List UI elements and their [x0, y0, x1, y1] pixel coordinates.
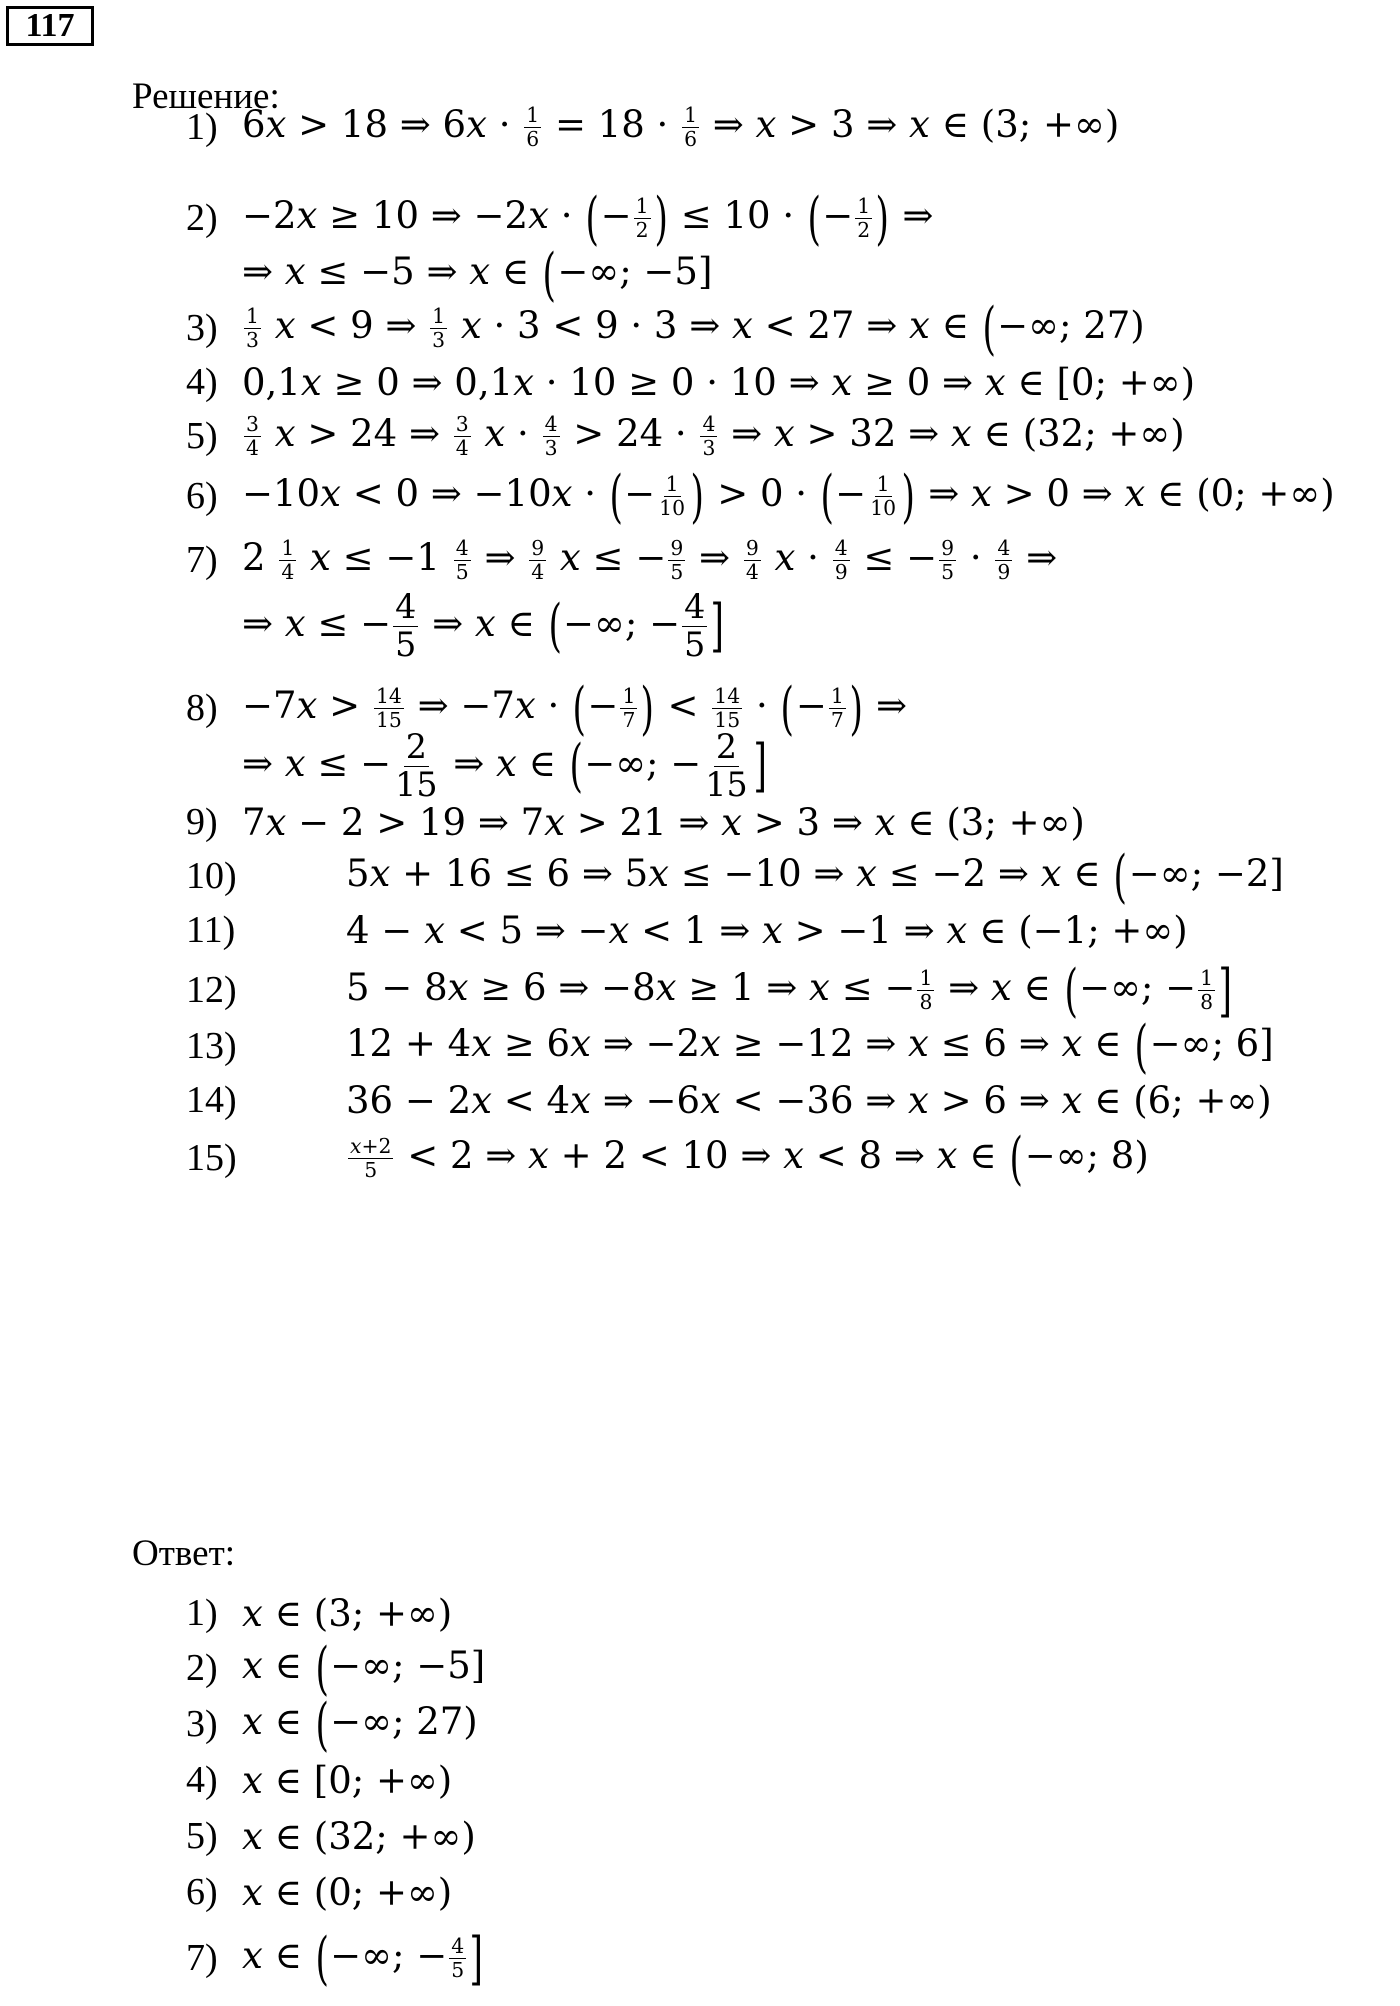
answer-number: 6): [186, 1871, 218, 1913]
solution-step: [186, 462, 1335, 530]
answer-expression: 𝑥 ∈ (32; +∞): [242, 1814, 476, 1858]
step-number: 15): [186, 1137, 237, 1179]
solution-step: [186, 99, 1119, 155]
step-number: 6): [186, 475, 218, 517]
answer-number: 5): [186, 1815, 218, 1857]
solution-step: [186, 532, 1057, 588]
answer-expression: 𝑥 ∈ (3; +∞): [242, 1591, 453, 1635]
step-expression: $\frac{3}{4}$ 𝑥 > 24 ⇒ $\frac{3}{4}$ 𝑥 · $\frac{4}{3}$ > 24 · $\frac{4}{3}$ ⇒ 𝑥 > 32 ⇒ 𝑥 ∈ (32; +∞): [246, 411, 1185, 461]
answer-item: [186, 1634, 486, 1702]
answer-number: 3): [186, 1703, 218, 1745]
answer-heading: Ответ:: [132, 1533, 236, 1574]
step-number: 10): [186, 855, 237, 897]
step-expression: 6𝑥 > 18 ⇒ 6𝑥 · $\frac{1}{6}$ = 18 · $\frac{1}{6}$ ⇒ 𝑥 > 3 ⇒ 𝑥 ∈ (3; +∞): [242, 102, 1120, 152]
step-number: 7): [186, 539, 218, 581]
answer-number: 2): [186, 1647, 218, 1689]
answer-number: 1): [186, 1592, 218, 1634]
solution-step: [186, 294, 1145, 362]
step-expression: $\frac{1}{3}$ 𝑥 < 9 ⇒ $\frac{1}{3}$ 𝑥 · 3 < 9 · 3 ⇒ 𝑥 < 27 ⇒ 𝑥 ∈ (−∞; 27): [246, 294, 1145, 362]
answer-item: [186, 1808, 476, 1864]
answer-number: 4): [186, 1759, 218, 1801]
answer-item: [186, 1864, 452, 1920]
solution-heading: Решение:: [132, 76, 280, 117]
step-number: 12): [186, 969, 237, 1011]
solution-step: [186, 1124, 1149, 1192]
step-number: 5): [186, 415, 218, 457]
answer-expression: 𝑥 ∈ (−∞; 27): [242, 1690, 478, 1758]
step-expression: 2 $\frac{1}{4}$ 𝑥 ≤ −1 $\frac{4}{5}$ ⇒ $\frac{9}{4}$ 𝑥 ≤ − $\frac{9}{5}$ ⇒ $\frac{9}{4}$ 𝑥 · $\frac{4}{9}$ ≤ − $\frac{9}{5}$ · $\frac{4}{9}$ ⇒: [242, 535, 1058, 585]
solution-step-continuation: ⇒ 𝑥 ≤ − $\frac{4}{5}$ ⇒ 𝑥 ∈ (−∞; − $\frac{4}{5}$ ]: [242, 586, 725, 664]
step-number: 1): [186, 106, 218, 148]
step-number: 2): [186, 197, 218, 239]
answer-item: [186, 1690, 478, 1758]
solution-step: [186, 354, 1195, 410]
problem-number: 117: [6, 6, 94, 46]
answer-expression: 𝑥 ∈ (−∞; −5]: [242, 1634, 486, 1702]
step-number: 14): [186, 1079, 237, 1121]
solution-step: [186, 674, 907, 742]
step-number: 9): [186, 801, 218, 843]
step-expression: 5𝑥 + 16 ≤ 6 ⇒ 5𝑥 ≤ −10 ⇒ 𝑥 ≤ −2 ⇒ 𝑥 ∈ (−∞; −2]: [346, 842, 1284, 910]
solution-step: [186, 1012, 1274, 1080]
step-expression: $\frac{\text{𝑥+2}}{5}$ < 2 ⇒ 𝑥 + 2 < 10 ⇒ 𝑥 < 8 ⇒ 𝑥 ∈ (−∞; 8): [350, 1124, 1149, 1192]
answer-expression: 𝑥 ∈ (0; +∞): [242, 1870, 453, 1914]
step-expression: −7𝑥 > $\frac{14}{15}$ ⇒ −7𝑥 · (− $\frac{1}{7}$ ) < $\frac{14}{15}$ · (− $\frac{1}{7}$ ) ⇒: [242, 674, 907, 742]
solution-step: [186, 842, 1284, 910]
step-expression: 36 − 2𝑥 < 4𝑥 ⇒ −6𝑥 < −36 ⇒ 𝑥 > 6 ⇒ 𝑥 ∈ (6; +∞): [346, 1078, 1272, 1122]
step-expression: 5 − 8𝑥 ≥ 6 ⇒ −8𝑥 ≥ 1 ⇒ 𝑥 ≤ − $\frac{1}{8}$ ⇒ 𝑥 ∈ (−∞; − $\frac{1}{8}$ ]: [346, 956, 1233, 1024]
step-number: 4): [186, 361, 218, 403]
solution-step-continuation: ⇒ 𝑥 ≤ − $\frac{2}{15}$ ⇒ 𝑥 ∈ (−∞; − $\frac{2}{15}$ ]: [242, 726, 767, 804]
step-number: 13): [186, 1025, 237, 1067]
solution-step: [186, 794, 1085, 850]
solution-step: [186, 1072, 1272, 1128]
solution-step-continuation: ⇒ 𝑥 ≤ −5 ⇒ 𝑥 ∈ (−∞; −5]: [242, 240, 713, 308]
step-expression: 12 + 4𝑥 ≥ 6𝑥 ⇒ −2𝑥 ≥ −12 ⇒ 𝑥 ≤ 6 ⇒ 𝑥 ∈ (−∞; 6]: [346, 1012, 1274, 1080]
step-number: 8): [186, 687, 218, 729]
step-number: 11): [186, 909, 236, 951]
step-expression: −2𝑥 ≥ 10 ⇒ −2𝑥 · (− $\frac{1}{2}$ ) ≤ 10 · (− $\frac{1}{2}$ ) ⇒: [242, 184, 934, 252]
step-number: 3): [186, 307, 218, 349]
answer-expression: 𝑥 ∈ [0; +∞): [242, 1758, 453, 1802]
solution-step: [186, 956, 1233, 1024]
answer-number: 7): [186, 1937, 218, 1979]
answer-expression: 𝑥 ∈ (−∞; − $\frac{4}{5}$ ]: [242, 1924, 484, 1992]
solution-step: [186, 902, 1188, 958]
step-expression: 4 − 𝑥 < 5 ⇒ −𝑥 < 1 ⇒ 𝑥 > −1 ⇒ 𝑥 ∈ (−1; +∞): [346, 908, 1188, 952]
solution-step: [186, 184, 934, 252]
answer-item: [186, 1585, 452, 1641]
step-expression: −10𝑥 < 0 ⇒ −10𝑥 · (− $\frac{1}{10}$ ) > 0 · (− $\frac{1}{10}$ ) ⇒ 𝑥 > 0 ⇒ 𝑥 ∈ (0; +∞): [242, 462, 1335, 530]
step-expression: 0,1𝑥 ≥ 0 ⇒ 0,1𝑥 · 10 ≥ 0 · 10 ⇒ 𝑥 ≥ 0 ⇒ 𝑥 ∈ [0; +∞): [242, 360, 1196, 404]
step-expression: 7𝑥 − 2 > 19 ⇒ 7𝑥 > 21 ⇒ 𝑥 > 3 ⇒ 𝑥 ∈ (3; +∞): [242, 800, 1085, 844]
answer-item: [186, 1924, 485, 1992]
answer-item: [186, 1752, 452, 1808]
solution-step: [186, 408, 1185, 464]
